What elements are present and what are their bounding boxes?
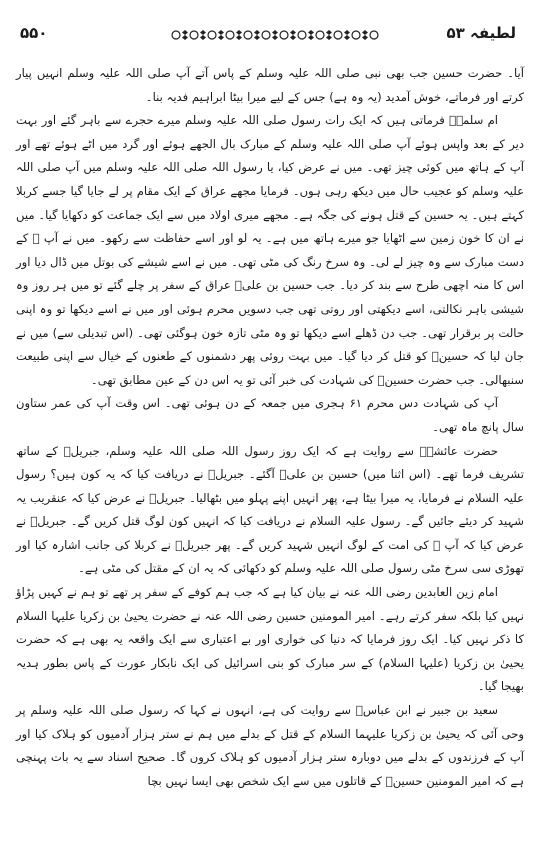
paragraph: حضرت عائشہؓ سے روایت ہے کہ ایک روز رسول اللہ صلی اللہ علیہ وسلم، جبریلؑ کے ساتھ تشریف فرما تھے۔ (اس اثنا میں) حسین بن علیؓ آگئے۔ جبریلؑ نے دریافت کیا کہ یہ کون ہیں؟ رسول علیہ السلام نے فرمایا، یہ میرا بیٹا ہے، پھر انہیں اپنے پہلو میں بٹھالیا۔ جبریلؑ نے عرض کیا کہ عنقریب یہ شہید کر دیئے جائیں گے۔ رسول علیہ السلام نے دریافت کیا کہ انہیں کون لوگ قتل کریں گے۔ جبریلؑ نے عرض کیا کہ آپ ﷺ کی امت کے لوگ انہیں شہید کریں گے۔ پھر جبریلؑ نے کربلا کی جانب اشارہ کیا اور تھوڑی سی سرخ مٹی رسول صلی اللہ علیہ وسلم کو دکھائی کہ یہ ان کے مقتل کی مٹی ہے۔ (16, 443, 524, 576)
ornament-divider (170, 27, 380, 43)
paragraph: ام سلمہؓ فرماتی ہیں کہ ایک رات رسول صلی اللہ علیہ وسلم میرے حجرے سے باہر گئے اور بہت دیر کے بعد واپس ہوئے آپ صلی اللہ علیہ وسلم کے مبارک بال الجھے ہوئے اور گرد میں اٹے ہوئے تھے اور آپ کے ہاتھ میں کوئی چیز تھی۔ میں نے عرض کیا، یا رسول اللہ صلی اللہ علیہ وسلم میں آپ صلی اللہ علیہ وسلم کو عجیب حال میں دیکھ رہی ہوں۔ فرمایا مجھے عراق کے ایک مقام پر لے جایا گیا جسے کربلا کہتے ہیں۔ یہ حسین کے قتل ہونے کی جگہ ہے۔ مجھے میری اولاد میں سے ایک جماعت کو دکھایا گیا۔ میں نے ان کا خون زمین سے اٹھایا جو میرے ہاتھ میں ہے۔ یہ لو اور اسے حفاظت سے رکھو۔ میں نے آپ ﷺ کے دست مبارک سے وہ چیز لے لی۔ وہ سرخ رنگ کی مٹی تھی۔ میں نے اسے شیشے کی بوتل میں ڈال دیا اور اس کا منہ اچھی طرح سے بند کر دیا۔ جب حسین بن علیؓ عراق کے سفر پر چلے گئے تو میں ہر روز وہ شیشی باہر نکالتی، اسے دیکھتی اور روتی تھی جب دسویں محرم ہوئی اور میں نے اسے دیکھا تو وہ اپنی حالت پر برقرار تھی۔ جب دن ڈھلے اسے دیکھا تو وہ مٹی تازہ خون ہوگئی تھی۔ (اس تبدیلی سے) میں نے جان لیا کہ حسینؓ کو قتل کر دیا گیا۔ میں بہت روئی پھر دشمنوں کے طعنوں کے خیال سے اپنی طبیعت سنبھالی۔ جب حضرت حسینؓ کی شہادت کی خبر آئی تو یہ اس دن کے عین مطابق تھی۔ (16, 113, 524, 387)
page-body (16, 62, 524, 793)
paragraph: آپ کی شہادت دس محرم ۶۱ ہجری میں جمعہ کے دن ہوئی تھی۔ اس وقت آپ کی عمر ستاون سال پانچ ماہ تھی۔ (16, 396, 524, 434)
chapter-title: لطیفہ ۵۳ (446, 24, 516, 42)
page-number: ۵۵۰ (20, 24, 48, 42)
page-header (18, 22, 522, 52)
paragraph: سعید بن جبیر نے ابن عباسؓ سے روایت کی ہے، انہوں نے کہا کہ رسول صلی اللہ علیہ وسلم پر وحی آئی کہ یحییٰ بن زکریا علیہما السلام کے قتل کے بدلے میں ہم نے ستر ہزار آدمیوں کو ہلاک کیا اور آپ کے فرزندوں کے بدلے میں دوبارہ ستر ہزار آدمیوں کو ہلاک کروں گا۔ صحیح اسناد سے یہ بات پہنچی ہے کہ امیر المومنین حسینؓ کے قاتلوں میں سے ایک شخص بھی ایسا نہیں بچا (16, 703, 524, 788)
paragraph: امام زین العابدین رضی اللہ عنہ نے بیان کیا ہے کہ جب ہم کوفے کے سفر پر تھے تو ہم نے کہیں پڑاؤ نہیں کیا بلکہ سفر کرتے رہے۔ امیر المومنین حسین رضی اللہ عنہ نے حضرت یحییٰ بن زکریا علیہا السلام کا ذکر نہیں کیا۔ ایک روز فرمایا کہ دنیا کی خواری اور بے اعتباری سے ایک واقعہ یہ بھی ہے کہ حضرت یحییٰ بن زکریا (علیہا السلام) کے سر مبارک کو بنی اسرائیل کی ایک نابکار عورت کے پاس بطور ہدیہ بھیجا گیا۔ (16, 585, 524, 694)
paragraph: آیا۔ حضرت حسین جب بھی نبی صلی اللہ علیہ وسلم کے پاس آتے آپ صلی اللہ علیہ وسلم انہیں پیار کرتے اور فرماتے، خوش آمدید (یہ وہ ہے) جس کے لیے میرا بیٹا ابراہیم فدیہ بنا۔ (16, 66, 524, 104)
